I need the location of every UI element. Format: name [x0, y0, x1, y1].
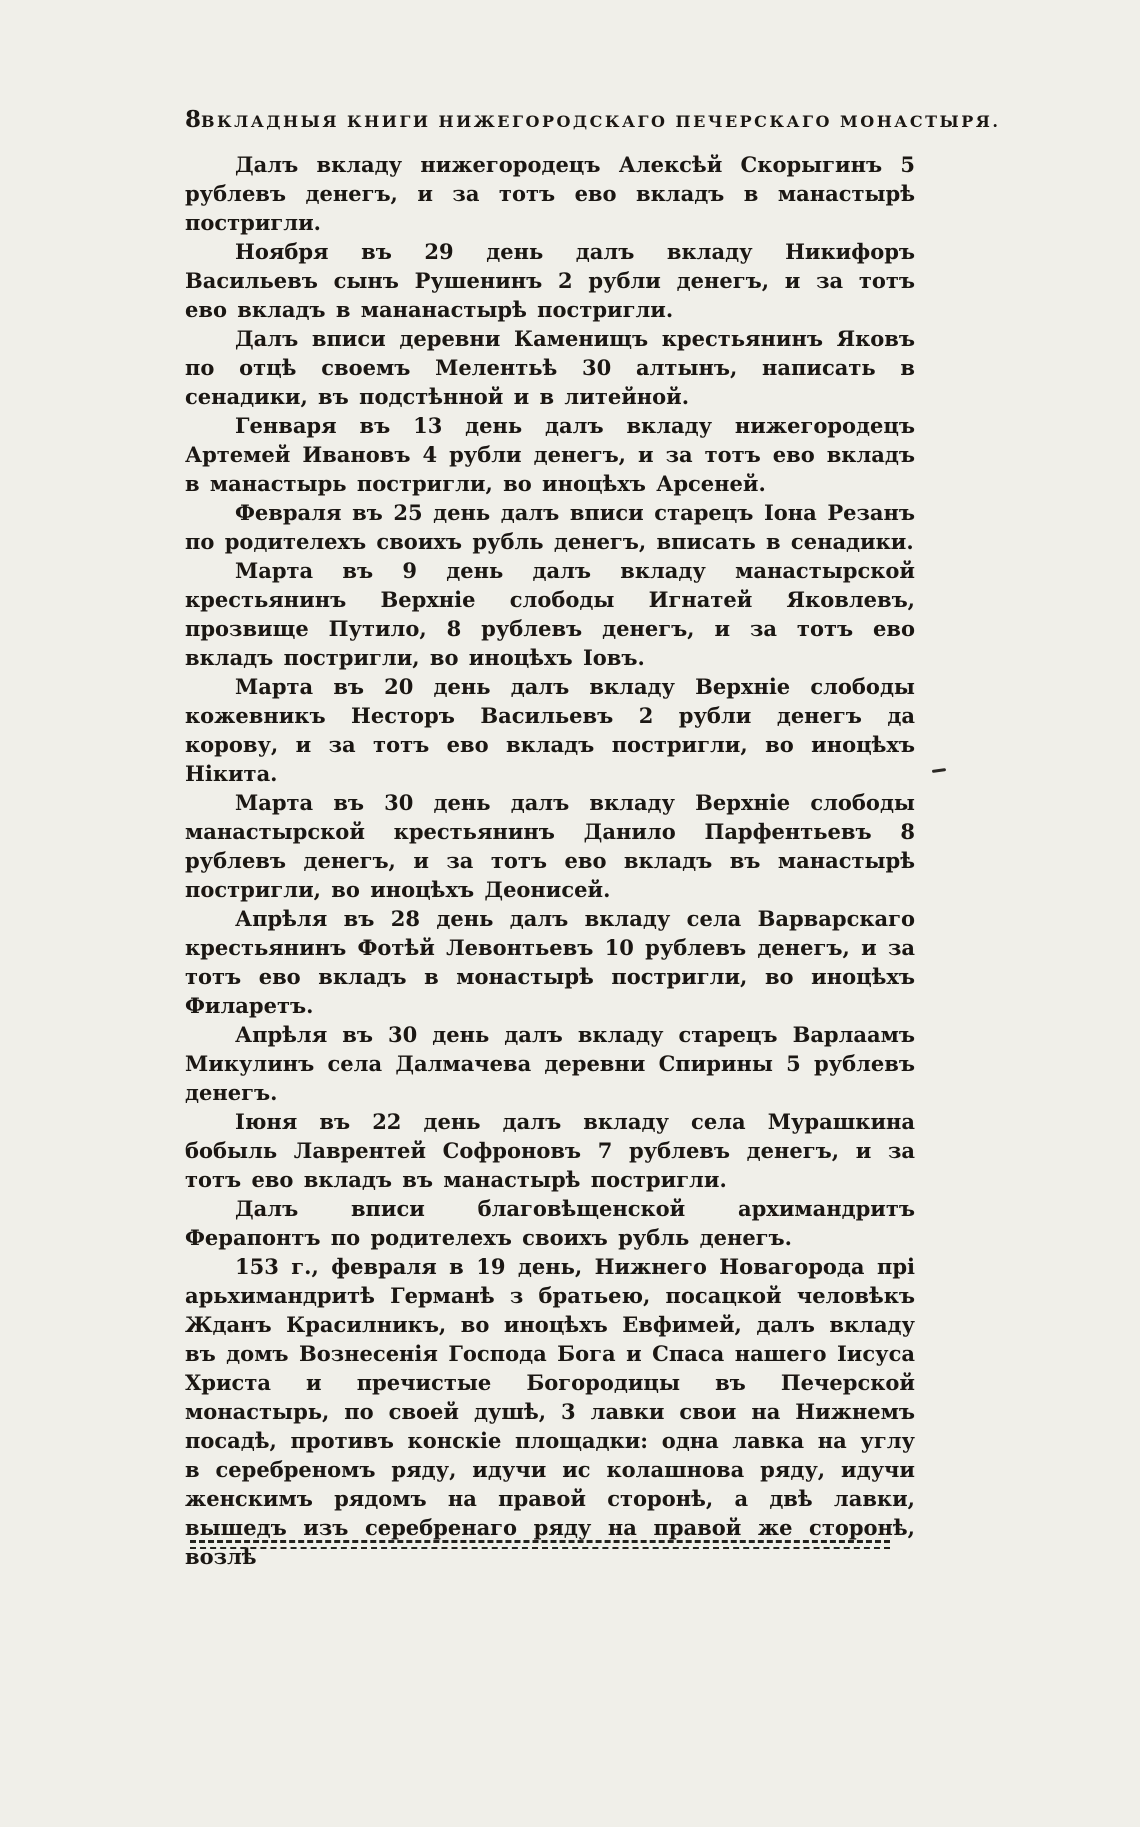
paragraph: Апрѣля въ 30 день далъ вкладу старецъ Варлаамъ Микулинъ села Далмачева деревни Спирины 5 рублевъ денегъ.	[185, 1022, 915, 1105]
paragraph: Апрѣля въ 28 день далъ вкладу села Варварскаго крестьянинъ Фотѣй Левонтьевъ 10 рублевъ денегъ, и за тотъ ево вкладъ в монастырѣ постригли, во иноцѣхъ Филаретъ.	[185, 906, 915, 1018]
page-header	[185, 106, 1001, 133]
paragraph: 153 г., февраля в 19 день, Нижнего Новагорода прі арьхимандритѣ Германѣ з братьею, посацкой человѣкъ Жданъ Красилникъ, во иноцѣхъ Евфимей, далъ вкладу въ домъ Вознесенія Господа Бога и Спаса нашего Іисуса Христа и пречистые Богородицы въ Печерской монастырь, по своей душѣ, 3 лавки свои на Нижнемъ посадѣ, противъ конскіе площадки: одна лавка на углу в серебреномъ ряду, идучи ис колашнова ряду, идучи женскимъ рядомъ на правой сторонѣ, а двѣ лавки, вышедъ изъ серебренаго ряду на правой же сторонѣ, возлѣ	[185, 1254, 915, 1569]
text-block	[185, 150, 915, 1571]
paragraph: Марта въ 9 день далъ вкладу манастырской крестьянинъ Верхніе слободы Игнатей Яковлевъ, прозвище Путило, 8 рублевъ денегъ, и за тотъ ево вкладъ постригли, во иноцѣхъ Іовъ.	[185, 558, 915, 670]
paragraph: Далъ вписи благовѣщенской архимандритъ Ферапонтъ по родителехъ своихъ рубль денегъ.	[185, 1196, 915, 1250]
paragraph: Генваря въ 13 день далъ вкладу нижегородецъ Артемей Ивановъ 4 рубли денегъ, и за тотъ ево вкладъ в манастырь постригли, во иноцѣхъ Арсеней.	[185, 413, 915, 496]
page-number: 8	[185, 106, 202, 133]
paragraph: Марта въ 20 день далъ вкладу Верхніе слободы кожевникъ Несторъ Васильевъ 2 рубли денегъ да корову, и за тотъ ево вкладъ постригли, во иноцѣхъ Нікита.	[185, 674, 915, 786]
paragraph: Февраля въ 25 день далъ вписи старецъ Іона Резанъ по родителехъ своихъ рубль денегъ, вписать в сенадики.	[185, 500, 915, 554]
paragraph: Далъ вкладу нижегородецъ Алексѣй Скорыгинъ 5 рублевъ денегъ, и за тотъ ево вкладъ в манастырѣ постригли.	[185, 152, 915, 235]
paragraph: Далъ вписи деревни Каменищъ крестьянинъ Яковъ по отцѣ своемъ Мелентьѣ 30 алтынъ, написать в сенадики, въ подстѣнной и в литейной.	[185, 326, 915, 409]
paragraph: Марта въ 30 день далъ вкладу Верхніе слободы манастырской крестьянинъ Данило Парфентьевъ 8 рублевъ денегъ, и за тотъ ево вкладъ въ манастырѣ постригли, во иноцѣхъ Деонисей.	[185, 790, 915, 902]
paragraph: Ноября въ 29 день далъ вкладу Никифоръ Васильевъ сынъ Рушенинъ 2 рубли денегъ, и за тотъ ево вкладъ в мананастырѣ постригли.	[185, 239, 915, 322]
margin-mark	[932, 768, 946, 773]
running-title: ВКЛАДНЫЯ КНИГИ НИЖЕГОРОДСКАГО ПЕЧЕРСКАГО МОНАСТЫРЯ.	[201, 112, 1001, 131]
bottom-rule	[190, 1540, 890, 1549]
paragraph: Іюня въ 22 день далъ вкладу села Мурашкина бобыль Лаврентей Софроновъ 7 рублевъ денегъ, и за тотъ ево вкладъ въ манастырѣ постригли.	[185, 1109, 915, 1192]
